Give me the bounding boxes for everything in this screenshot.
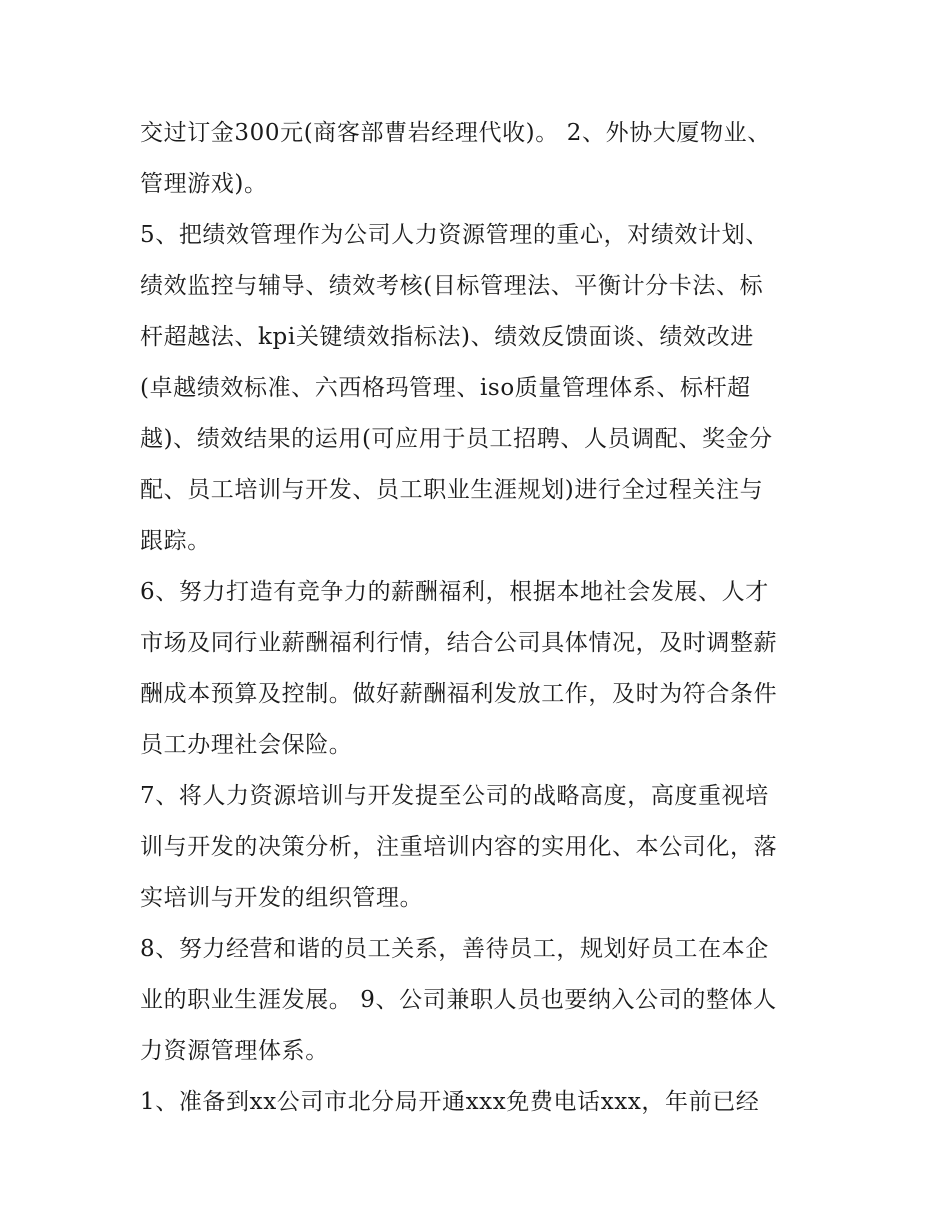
text-line-17: 8、努力经营和谐的员工关系，善待员工，规划好员工在本企 [140, 936, 769, 962]
text-line-8: 配、员工培训与开发、员工职业生涯规划)进行全过程关注与 [140, 477, 764, 503]
text-line-14: 7、将人力资源培训与开发提至公司的战略高度，高度重视培 [140, 783, 769, 809]
text-line-11: 市场及同行业薪酬福利行情，结合公司具体情况，及时调整薪 [140, 630, 778, 656]
text-line-5: 杆超越法、kpi关键绩效指标法)、绩效反馈面谈、绩效改进 [140, 324, 754, 350]
text-line-15: 训与开发的决策分析，注重培训内容的实用化、本公司化，落 [140, 834, 778, 860]
text-line-6: (卓越绩效标准、六西格玛管理、iso质量管理体系、标杆超 [140, 375, 751, 401]
text-line-12: 酬成本预算及控制。做好薪酬福利发放工作，及时为符合条件 [140, 681, 778, 707]
text-line-19: 力资源管理体系。 [140, 1038, 329, 1064]
text-line-20: 1、准备到xx公司市北分局开通xxx免费电话xxx，年前已经 [140, 1089, 760, 1115]
text-line-13: 员工办理社会保险。 [140, 732, 353, 758]
text-line-18: 业的职业生涯发展。 9、公司兼职人员也要纳入公司的整体人 [140, 987, 777, 1013]
text-line-2: 管理游戏)。 [140, 171, 268, 197]
text-line-1: 交过订金300元(商客部曹岩经理代收)。 2、外协大厦物业、 [140, 120, 771, 146]
document-body [140, 108, 820, 1128]
text-line-3: 5、把绩效管理作为公司人力资源管理的重心，对绩效计划、 [140, 222, 769, 248]
text-line-10: 6、努力打造有竞争力的薪酬福利，根据本地社会发展、人才 [140, 579, 769, 605]
text-line-7: 越)、绩效结果的运用(可应用于员工招聘、人员调配、奖金分 [140, 426, 773, 452]
text-line-9: 跟踪。 [140, 528, 211, 554]
text-line-16: 实培训与开发的组织管理。 [140, 885, 424, 911]
text-line-4: 绩效监控与辅导、绩效考核(目标管理法、平衡计分卡法、标 [140, 273, 764, 299]
